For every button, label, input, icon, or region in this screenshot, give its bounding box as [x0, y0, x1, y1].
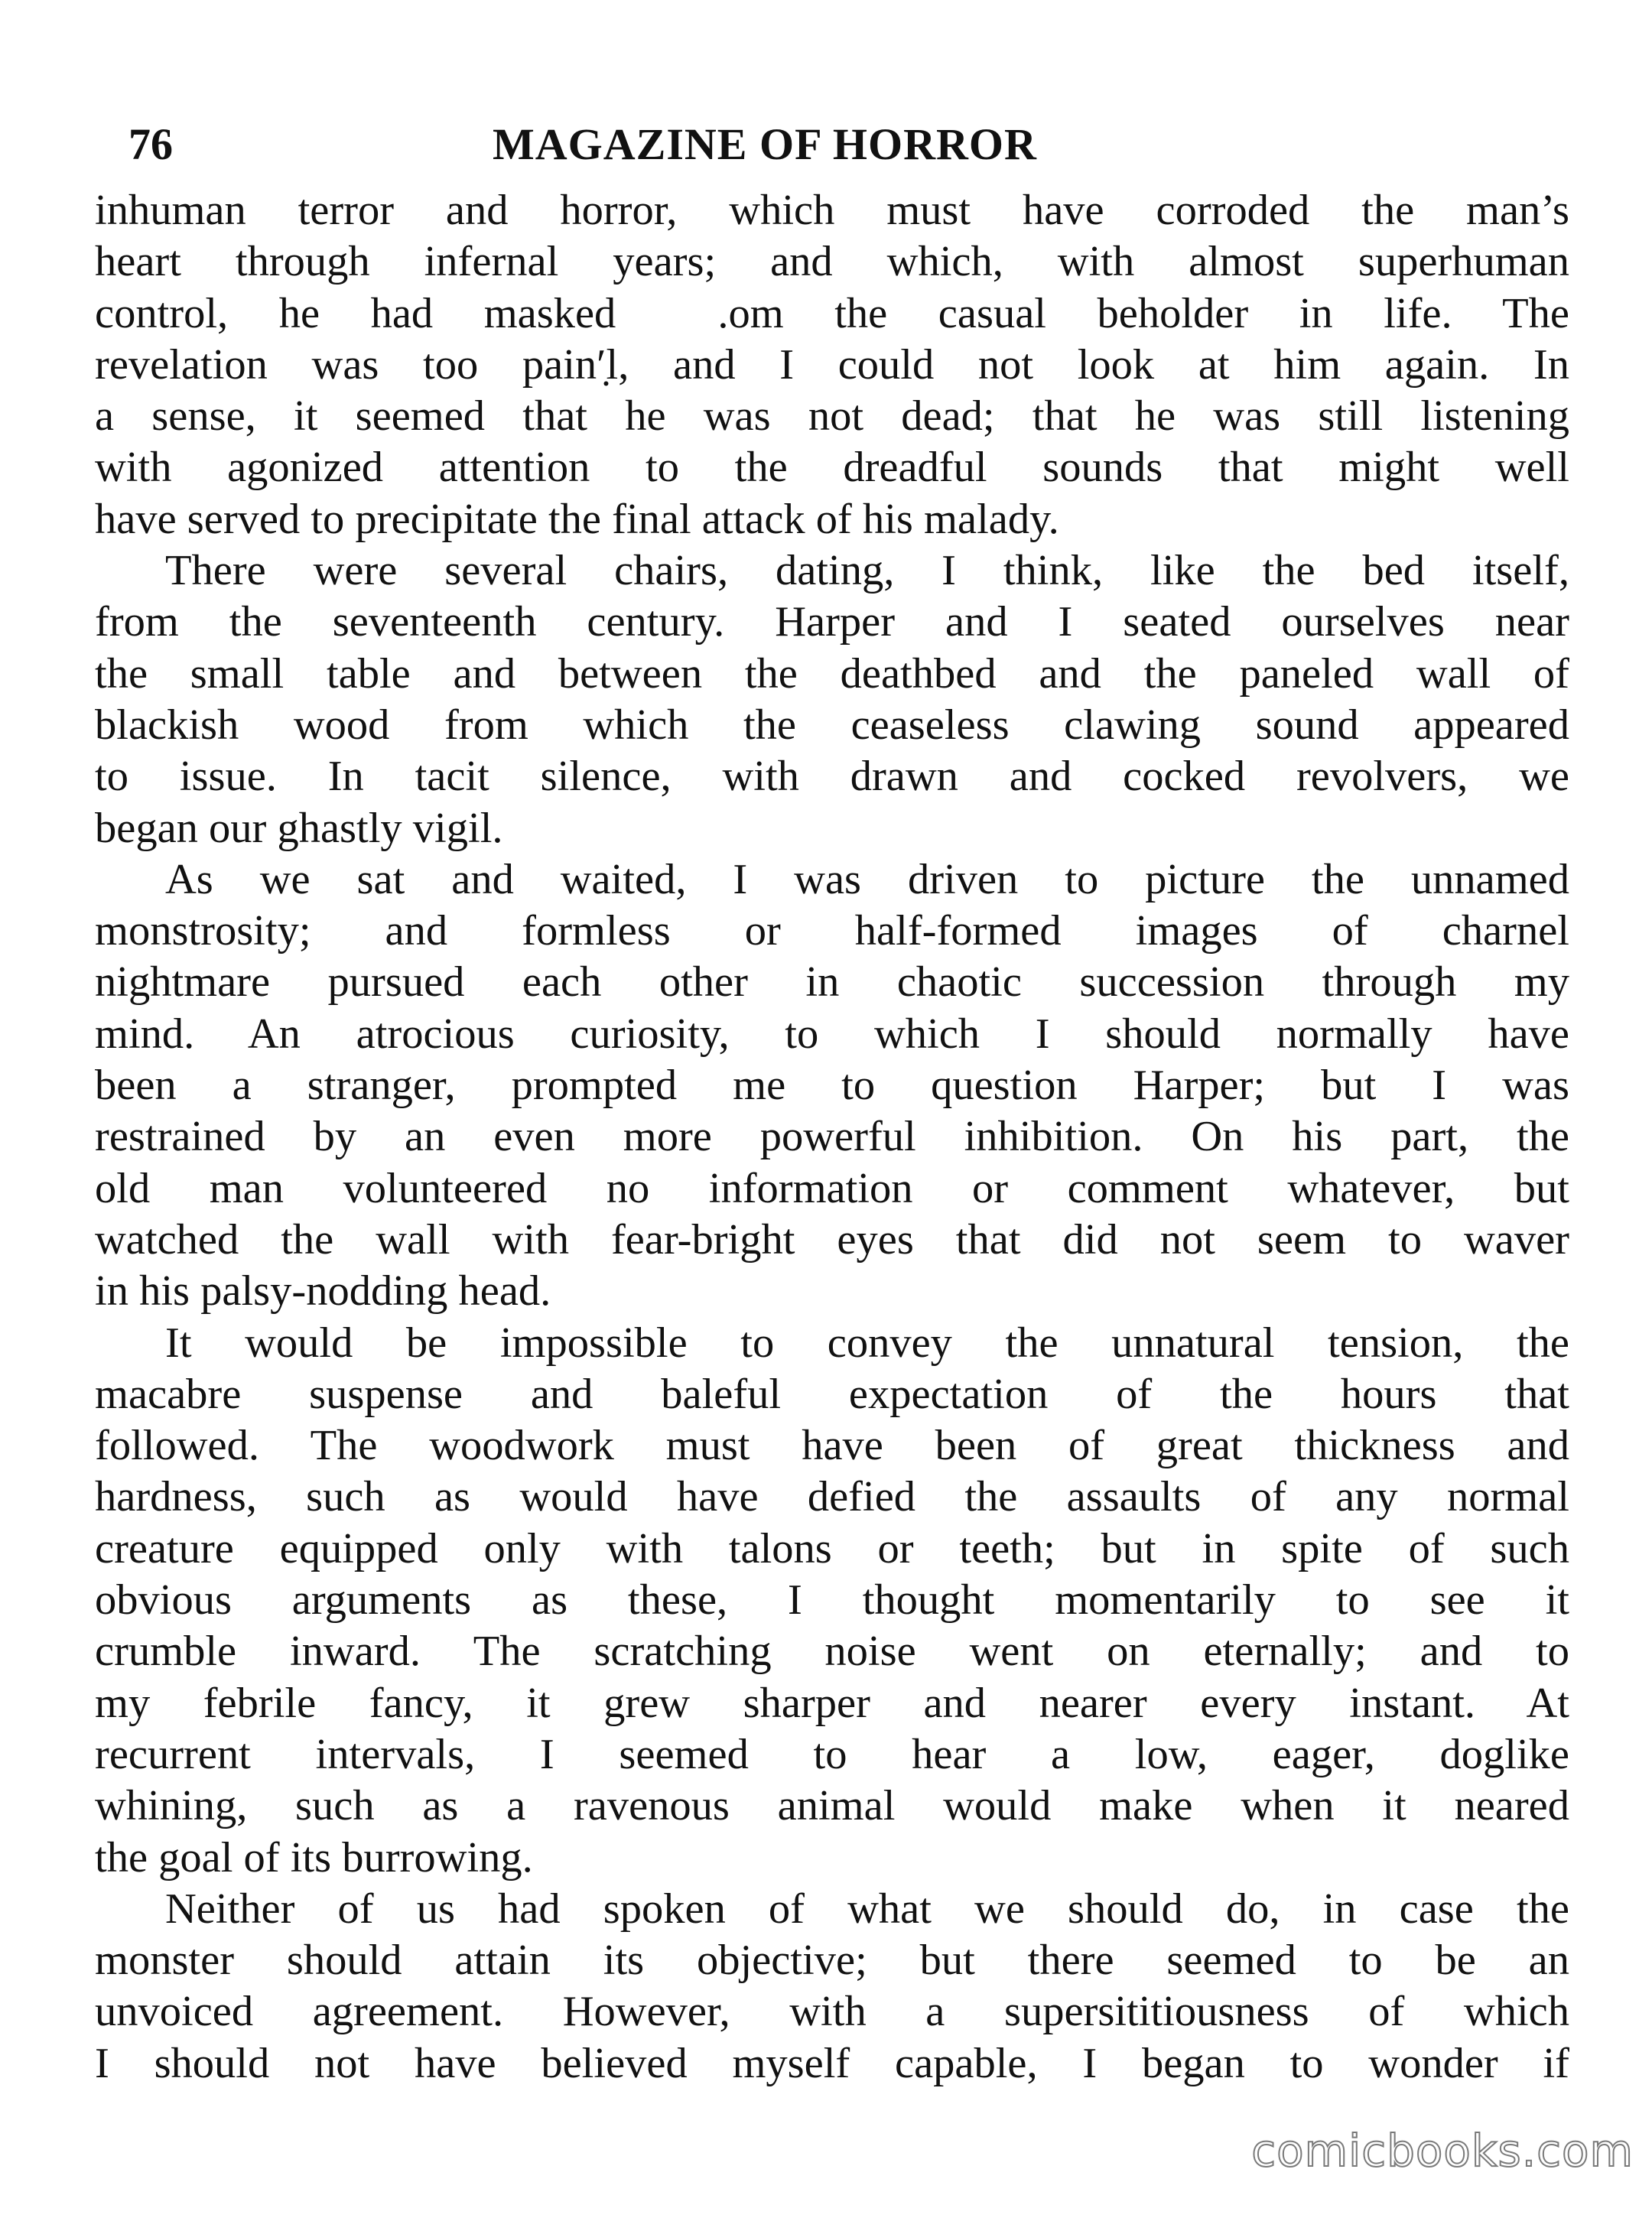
text-line: mind. An atrocious curiosity, to which I should normally have: [95, 1010, 1569, 1058]
text-line: my febrile fancy, it grew sharper and nearer every instant. At: [95, 1679, 1569, 1727]
paragraph-3: [95, 854, 1569, 1318]
text-line: in his palsy-nodding head.: [95, 1267, 551, 1316]
text-line: control, he had masked .om the casual beholder in life. The: [95, 289, 1569, 337]
paragraph-4: [95, 1318, 1569, 1884]
page-number: 76: [128, 119, 173, 169]
text-line: from the seventeenth century. Harper and I seated ourselves near: [95, 598, 1569, 646]
text-line: the goal of its burrowing.: [95, 1833, 533, 1881]
text-line: blackish wood from which the ceaseless clawing sound appeared: [95, 701, 1569, 749]
text-line: monstrosity; and formless or half-formed images of charnel: [95, 907, 1569, 955]
page-header: [95, 113, 1569, 176]
text-line: with agonized attention to the dreadful sounds that might well: [95, 444, 1569, 492]
text-line: nightmare pursued each other in chaotic succession through my: [95, 958, 1569, 1007]
paragraph-1: [95, 185, 1569, 545]
paragraph-5: [95, 1884, 1569, 2090]
text-line: the small table and between the deathbed and the paneled wall of: [95, 649, 1569, 698]
text-line: hardness, such as would have defied the assaults of any normal: [95, 1473, 1569, 1521]
running-title: MAGAZINE OF HORROR: [493, 119, 1037, 169]
text-line: revelation was too pain′̣l, and I could not look at him again. In: [95, 340, 1569, 389]
text-line: old man volunteered no information or comment whatever, but: [95, 1164, 1569, 1212]
text-line: obvious arguments as these, I thought momentarily to see it: [95, 1576, 1569, 1624]
text-line: I should not have believed myself capable, I began to wonder if: [95, 2039, 1569, 2087]
text-line: There were several chairs, dating, I think, like the bed itself,: [165, 547, 1569, 595]
text-line: to issue. In tacit silence, with drawn and cocked revolvers, we: [95, 753, 1569, 801]
text-line: a sense, it seemed that he was not dead; that he was still listening: [95, 392, 1569, 441]
text-line: creature equipped only with talons or teeth; but in spite of such: [95, 1524, 1569, 1572]
text-line: have served to precipitate the final attack of his malady.: [95, 495, 1059, 543]
story-text: [95, 185, 1569, 2090]
text-line: monster should attain its objective; but there seemed to be an: [95, 1937, 1569, 1985]
text-line: heart through infernal years; and which, with almost superhuman: [95, 238, 1569, 286]
text-line: As we sat and waited, I was driven to picture the unnamed: [165, 855, 1569, 903]
text-line: restrained by an even more powerful inhibition. On his part, the: [95, 1113, 1569, 1161]
text-line: watched the wall with fear-bright eyes that did not seem to waver: [95, 1215, 1569, 1263]
watermark-logo: comicbooks.com: [1251, 2125, 1634, 2177]
text-line: It would be impossible to convey the unnatural tension, the: [165, 1319, 1569, 1367]
text-line: crumble inward. The scratching noise went on eternally; and to: [95, 1628, 1569, 1676]
text-line: followed. The woodwork must have been of great thickness and: [95, 1422, 1569, 1470]
text-line: macabre suspense and baleful expectation of the hours that: [95, 1370, 1569, 1418]
paragraph-2: [95, 545, 1569, 854]
text-line: Neither of us had spoken of what we should do, in case the: [165, 1885, 1569, 1933]
text-line: unvoiced agreement. However, with a supersititiousness of which: [95, 1988, 1569, 2036]
text-line: recurrent intervals, I seemed to hear a low, eager, doglike: [95, 1730, 1569, 1778]
text-line: whining, such as a ravenous animal would make when it neared: [95, 1782, 1569, 1830]
text-line: began our ghastly vigil.: [95, 804, 503, 852]
book-page: [95, 113, 1569, 2090]
text-line: been a stranger, prompted me to question Harper; but I was: [95, 1062, 1569, 1110]
text-line: inhuman terror and horror, which must have corroded the man’s: [95, 187, 1569, 234]
